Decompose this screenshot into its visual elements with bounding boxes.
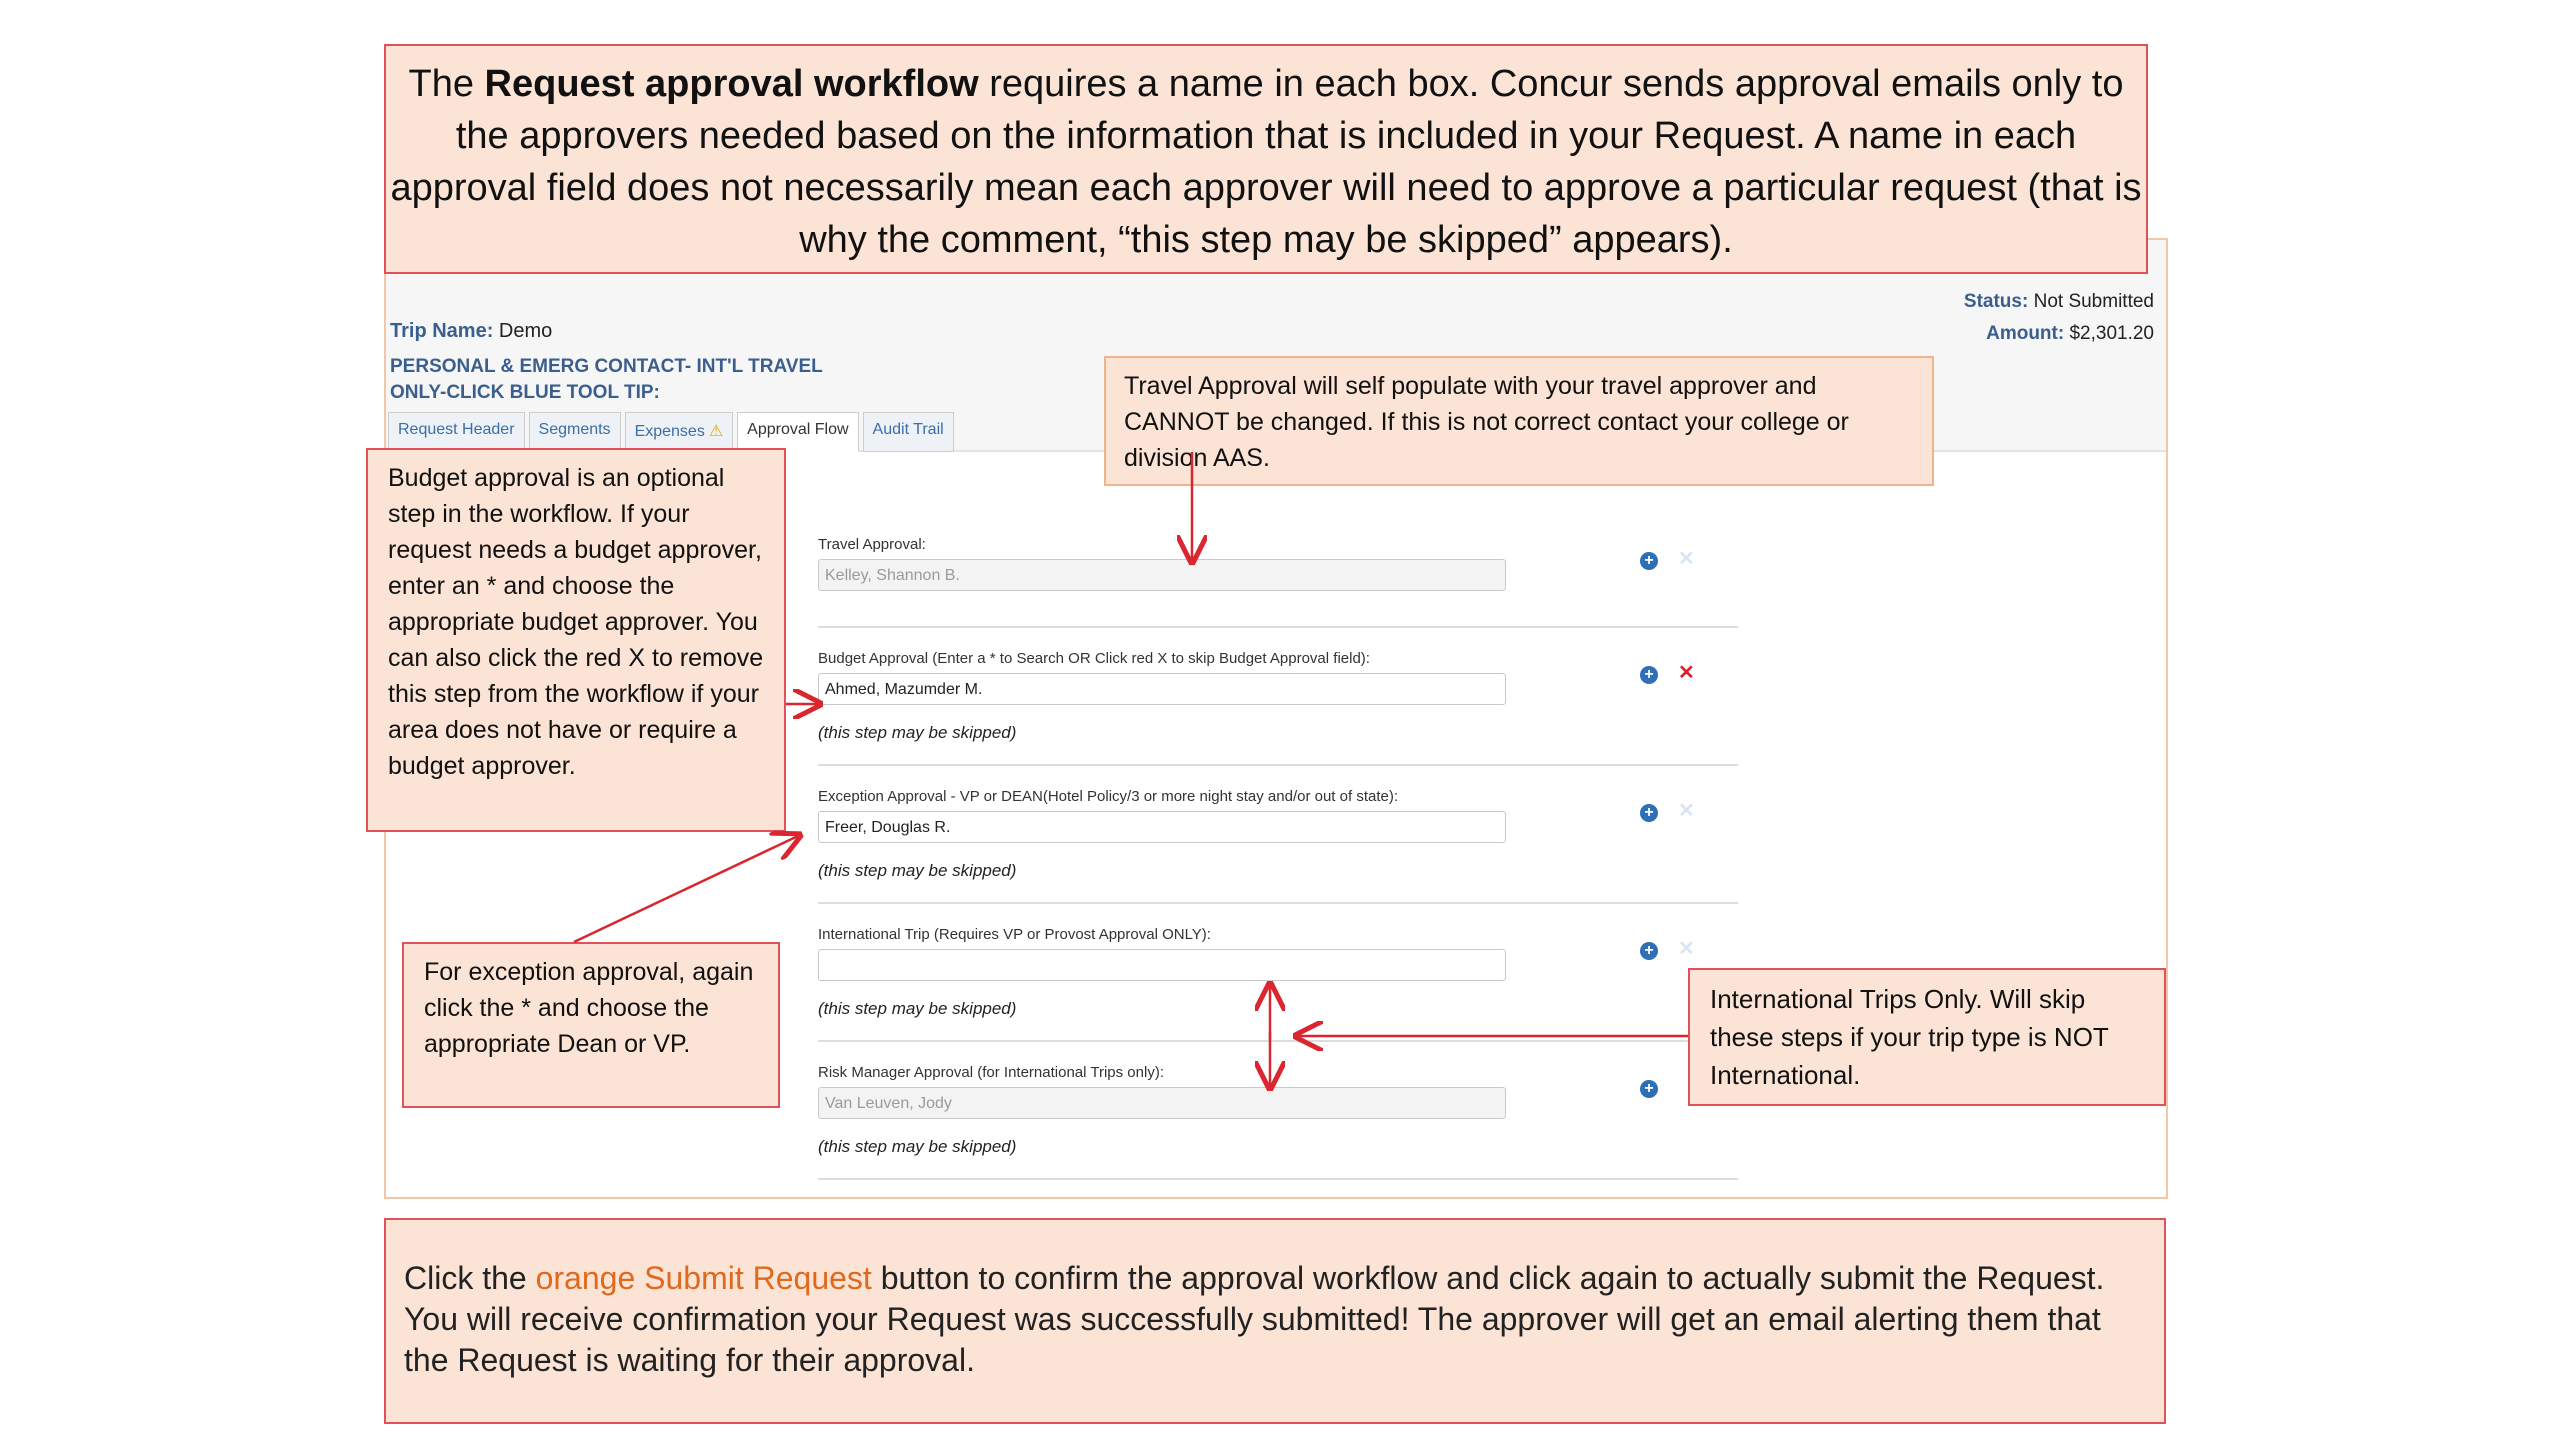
budget-approval-step — [818, 650, 1718, 743]
tab-bar — [388, 412, 954, 452]
risk-manager-field: Van Leuven, Jody — [818, 1087, 1506, 1119]
divider — [818, 902, 1738, 904]
international-callout: International Trips Only. Will skip these steps if your trip type is NOT International. — [1688, 968, 2166, 1106]
skip-note: (this step may be skipped) — [818, 999, 1017, 1018]
budget-approval-label: Budget Approval (Enter a * to Search OR Click red X to skip Budget Approval field): — [818, 650, 1370, 667]
budget-approval-callout: Budget approval is an optional step in the workflow. If your request needs a budget approver, enter an * and choose the appropriate budget approver. You can also click the red X to remove this step from the workflow if your area does not have or require a budget approver. — [366, 448, 786, 832]
close-icon: ✕ — [1678, 548, 1695, 570]
plus-circle-icon[interactable]: + — [1640, 804, 1658, 822]
travel-approval-field: Kelley, Shannon B. — [818, 559, 1506, 591]
close-icon[interactable]: ✕ — [1678, 662, 1695, 684]
warning-icon: ⚠ — [708, 423, 724, 440]
budget-approval-field[interactable]: Ahmed, Mazumder M. — [818, 673, 1506, 705]
tab-approval-flow[interactable]: Approval Flow — [737, 412, 858, 452]
skip-note: (this step may be skipped) — [818, 861, 1017, 880]
risk-manager-label: Risk Manager Approval (for International Trips only): — [818, 1064, 1164, 1081]
tab-request-header[interactable]: Request Header — [388, 412, 525, 452]
plus-circle-icon[interactable]: + — [1640, 666, 1658, 684]
status-block: Status: Not Submitted Amount: $2,301.20 — [1963, 291, 2154, 344]
exception-approval-callout: For exception approval, again click the * and choose the appropriate Dean or VP. — [402, 942, 780, 1108]
close-icon: ✕ — [1678, 800, 1695, 822]
risk-manager-step — [818, 1064, 1718, 1157]
divider — [818, 1040, 1738, 1042]
exception-approval-field[interactable]: Freer, Douglas R. — [818, 811, 1506, 843]
travel-approval-step — [818, 536, 1718, 591]
international-trip-step — [818, 926, 1718, 1019]
divider — [818, 1178, 1738, 1180]
skip-note: (this step may be skipped) — [818, 1137, 1017, 1156]
travel-approval-label: Travel Approval: — [818, 536, 926, 553]
tooltip-link[interactable]: PERSONAL & EMERG CONTACT- INT'L TRAVEL ONLY-CLICK BLUE TOOL TIP: — [390, 356, 823, 403]
plus-circle-icon[interactable]: + — [1640, 1080, 1658, 1098]
international-trip-label: International Trip (Requires VP or Provost Approval ONLY): — [818, 926, 1211, 943]
skip-note: (this step may be skipped) — [818, 723, 1017, 742]
workflow-intro-callout: The Request approval workflow requires a name in each box. Concur sends approval emails only to the approvers needed based on the information that is included in your Request. A name in each approval field does not necessarily mean each approver will need to approve a particular request (that is why the comment, “this step may be skipped” appears). — [384, 44, 2148, 274]
close-icon: ✕ — [1678, 938, 1695, 960]
submit-instructions-callout: Click the orange Submit Request button to confirm the approval workflow and click again to actually submit the Request. You will receive confirmation your Request was successfully submitted! The approver will get an email alerting them that the Request is waiting for their approval. — [384, 1218, 2166, 1424]
international-trip-field[interactable] — [818, 949, 1506, 981]
divider — [818, 764, 1738, 766]
tab-audit-trail[interactable]: Audit Trail — [863, 412, 954, 452]
tab-expenses[interactable]: Expenses ⚠ — [625, 412, 734, 452]
travel-approval-callout: Travel Approval will self populate with your travel approver and CANNOT be changed. If this is not correct contact your college or division AAS. — [1104, 356, 1934, 486]
exception-approval-step — [818, 788, 1718, 881]
tab-segments[interactable]: Segments — [529, 412, 621, 452]
exception-approval-label: Exception Approval - VP or DEAN(Hotel Policy/3 or more night stay and/or out of state): — [818, 788, 1398, 805]
divider — [818, 626, 1738, 628]
plus-circle-icon[interactable]: + — [1640, 552, 1658, 570]
trip-name: Trip Name: Demo — [390, 320, 553, 342]
plus-circle-icon[interactable]: + — [1640, 942, 1658, 960]
